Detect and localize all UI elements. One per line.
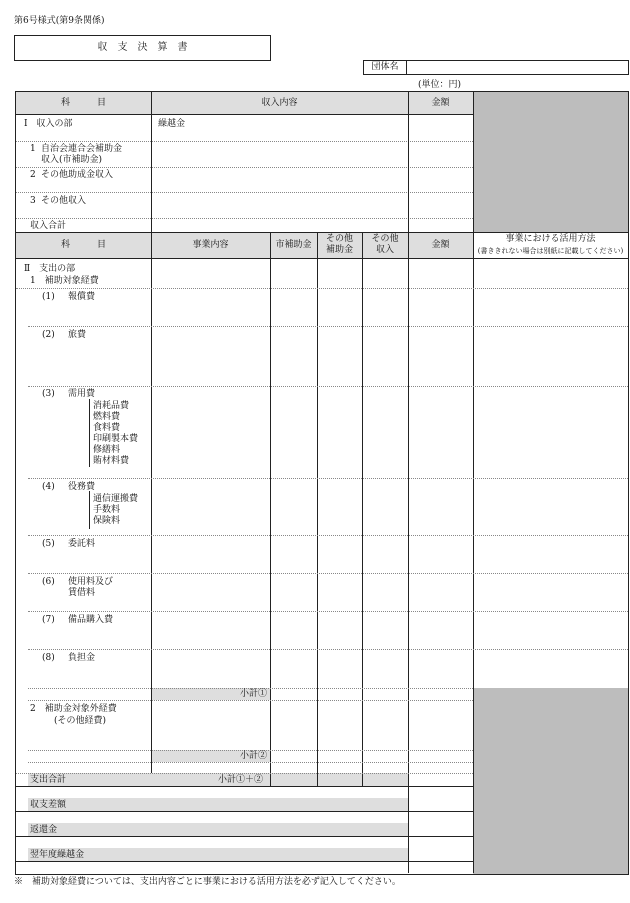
income-item-no: 2 xyxy=(30,170,36,180)
document-title: 収 支 決 算 書 xyxy=(97,42,188,53)
other-income-header: その他 xyxy=(371,234,399,244)
expense-item-no: (5) xyxy=(42,539,55,549)
carryover-label: 繰越金 xyxy=(158,119,186,129)
income-amount-header: 金額 xyxy=(431,98,450,108)
unit-label: (単位：円) xyxy=(418,80,462,90)
next-carryover-label: 翌年度繰越金 xyxy=(30,850,85,860)
expense-amount-header: 金額 xyxy=(431,240,450,250)
non-eligible-expense-sublabel: (その他経費) xyxy=(54,716,107,726)
income-total-label: 収入合計 xyxy=(30,221,67,231)
expense-item-no: (7) xyxy=(42,615,55,625)
expense-sub-item: 消耗品費 xyxy=(93,401,130,411)
footnote: ※ 補助対象経費については、支出内容ごとに事業における活用方法を必ず記入してください。 xyxy=(14,877,401,887)
income-item-no: 1 xyxy=(30,144,36,154)
expense-total-formula: 小計①＋② xyxy=(218,775,264,785)
income-item-label: その他収入 xyxy=(41,196,87,206)
expense-sub-item: 燃料費 xyxy=(93,412,121,422)
subtotal-2-label: 小計② xyxy=(240,751,268,761)
expense-sub-item: 保険料 xyxy=(93,516,121,526)
expense-item-label: 旅費 xyxy=(68,330,87,340)
expense-item-no: (3) xyxy=(42,389,55,399)
refund-label: 返還金 xyxy=(30,825,58,835)
expense-sub-item: 修繕料 xyxy=(93,445,121,455)
eligible-expense-label: 1 補助対象経費 xyxy=(30,276,99,286)
expense-total-label: 支出合計 xyxy=(30,775,67,785)
expense-content-header: 事業内容 xyxy=(192,240,229,250)
usage-header: 事業における活用方法 xyxy=(505,234,596,244)
expense-item-no: (4) xyxy=(42,482,55,492)
org-name-label: 団体名 xyxy=(371,62,399,72)
expense-item-label: 役務費 xyxy=(68,482,96,492)
expense-item-label: 委託料 xyxy=(68,539,96,549)
other-grant-header: 補助金 xyxy=(325,245,353,255)
expense-sub-item: 手数料 xyxy=(93,505,121,515)
expense-sub-item: 通信運搬費 xyxy=(93,494,139,504)
expense-item-label: 需用費 xyxy=(68,389,96,399)
other-grant-header: その他 xyxy=(325,234,353,244)
expense-item-label: 報償費 xyxy=(68,292,96,302)
balance-label: 収支差額 xyxy=(30,800,67,810)
expense-sub-item: 食料費 xyxy=(93,423,121,433)
expense-item-no: (2) xyxy=(42,330,55,340)
subtotal-1-label: 小計① xyxy=(240,689,268,699)
income-content-header: 収入内容 xyxy=(261,98,298,108)
expense-item-label: 賃借料 xyxy=(68,588,96,598)
expense-item-label: 負担金 xyxy=(68,653,96,663)
income-item-label: その他助成金収入 xyxy=(41,170,114,180)
expense-item-no: (6) xyxy=(42,577,55,587)
income-item-label: 収入(市補助金) xyxy=(41,155,103,165)
expense-section-label: Ⅱ 支出の部 xyxy=(24,264,76,274)
usage-note: (書ききれない場合は別紙に記載してください) xyxy=(477,247,624,255)
expense-item-label: 備品購入費 xyxy=(68,615,114,625)
income-section-label: Ⅰ 収入の部 xyxy=(24,119,73,129)
income-subject-header: 科 目 xyxy=(60,98,106,108)
expense-sub-item: 印刷製本費 xyxy=(93,434,139,444)
expense-sub-item: 賄材料費 xyxy=(93,456,130,466)
city-grant-header: 市補助金 xyxy=(275,240,312,250)
expense-item-no: (8) xyxy=(42,653,55,663)
other-income-header: 収入 xyxy=(375,245,394,255)
expense-item-no: (1) xyxy=(42,292,55,302)
form-number: 第6号様式(第9条関係) xyxy=(14,16,105,26)
income-item-label: 自治会連合会補助金 xyxy=(41,144,123,154)
expense-item-label: 使用料及び xyxy=(68,577,114,587)
income-item-no: 3 xyxy=(30,196,36,206)
expense-subject-header: 科 目 xyxy=(60,240,106,250)
non-eligible-expense-label: 2 補助金対象外経費 xyxy=(30,704,117,714)
